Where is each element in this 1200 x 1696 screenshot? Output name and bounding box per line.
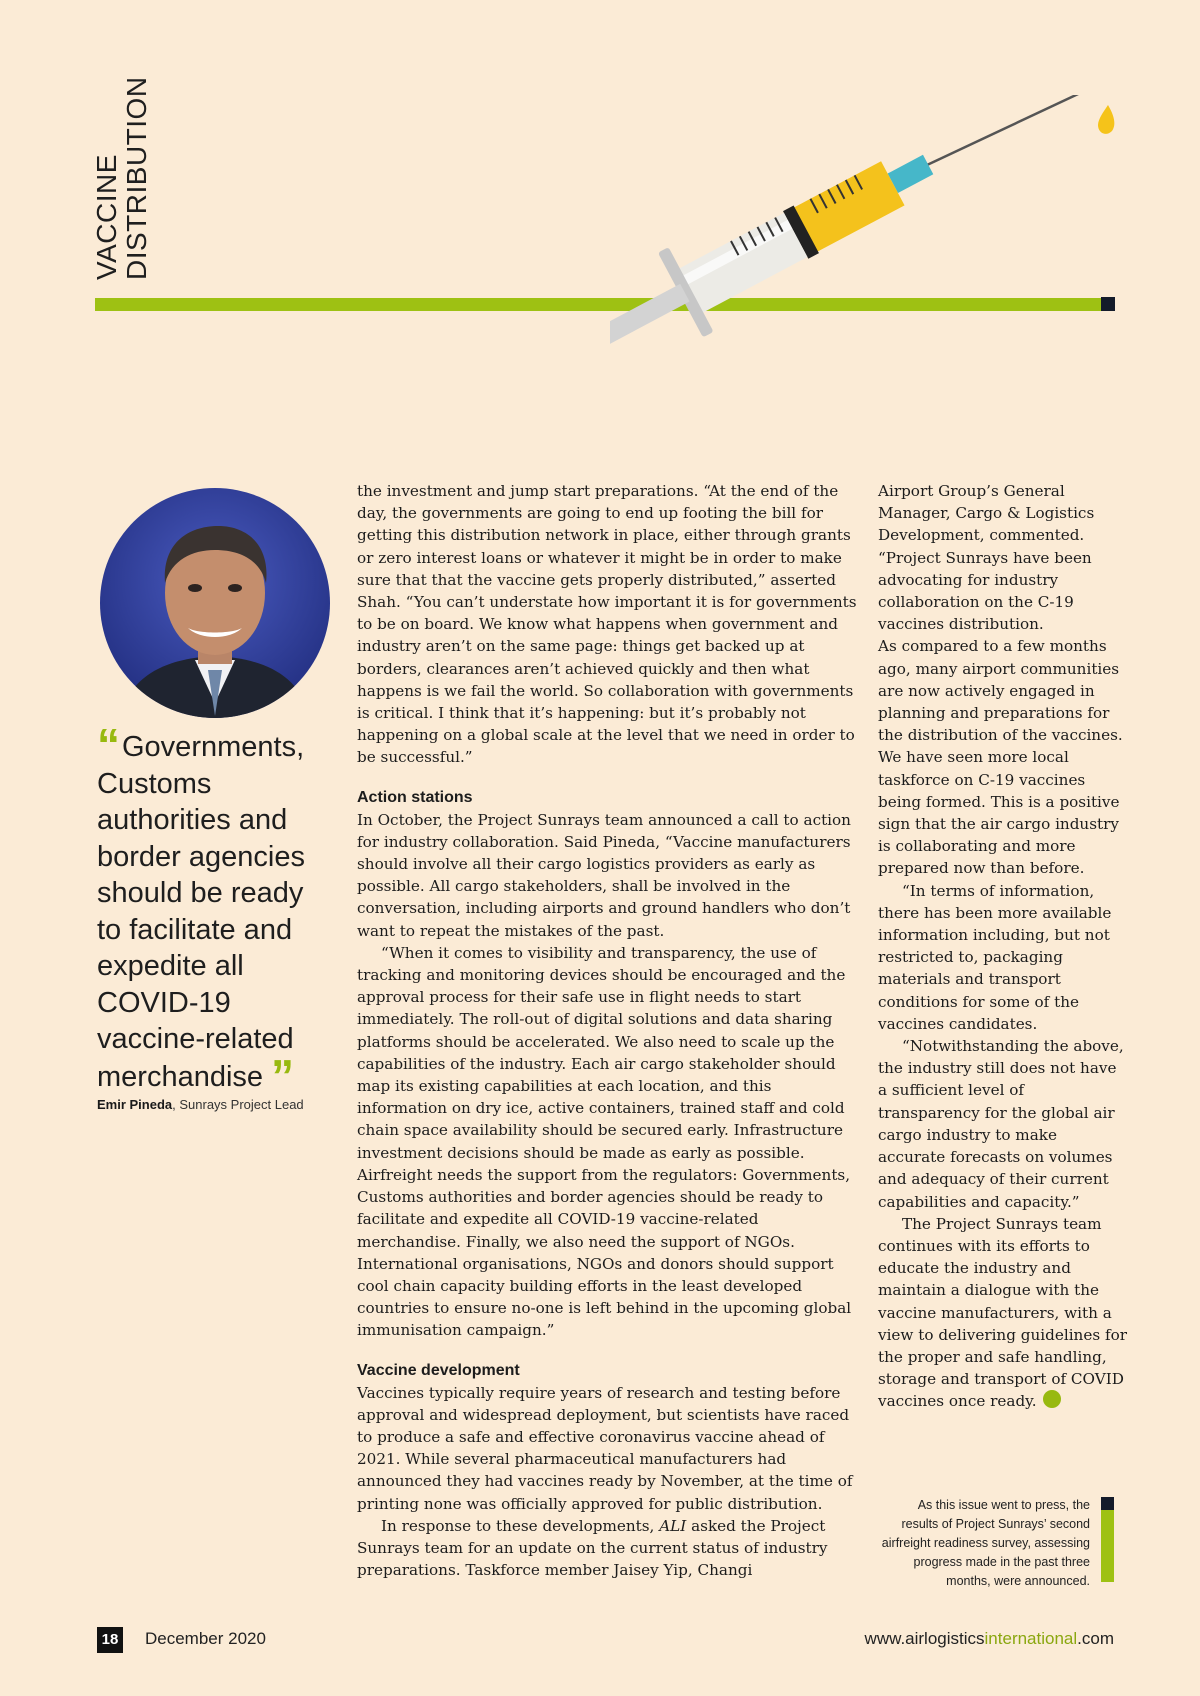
publication-abbrev: ALI xyxy=(659,1516,687,1535)
section-tag: VACCINE DISTRIBUTION xyxy=(91,76,152,280)
paragraph: “Notwithstanding the above, the industry still does not have a sufficient level of transparency for the global air cargo industry to make accurate forecasts on volumes and adequacy of their current capabilities and capacity.” xyxy=(878,1037,1124,1211)
paragraph: As compared to a few months ago, many airport communities are now actively engaged in planning and preparations for the distribution of the vaccines. We have seen more local taskforce on C-19 vaccines being formed. This is a positive sign that the air cargo industry is collaborating and more prepared now than before. xyxy=(878,637,1123,878)
paragraph-text: asked the Project Sunrays team for an update on the current status of industry preparations. Taskforce member Jaisey Yip, Changi xyxy=(357,1516,828,1580)
paragraph xyxy=(357,1515,857,1582)
quote-speaker: Emir Pineda xyxy=(97,1097,173,1112)
press-note: As this issue went to press, the results of Project Sunrays’ second airfreight readiness survey, assessing progress made in the past three months, were announced. xyxy=(881,1498,1090,1588)
paragraph: Vaccines typically require years of research and testing before approval and widespread deployment, but scientists have raced to produce a safe and effective coronavirus vaccine ahead of 2021. While several pharmaceutical manufacturers had announced they had vaccines ready by November, at the time of printing none was officially approved for public distribution. xyxy=(357,1383,853,1513)
website-url xyxy=(865,1629,1114,1649)
author-photo xyxy=(100,488,330,718)
paragraph-text: The Project Sunrays team continues with its efforts to educate the industry and maintain a dialogue with the vaccine manufacturers, with a view to delivering guidelines for the proper and safe handling, storage and transport of COVID vaccines once ready. xyxy=(878,1214,1127,1411)
subheading: Vaccine development xyxy=(357,1361,520,1379)
paragraph-text: In response to these developments, xyxy=(381,1516,660,1535)
article-column-main xyxy=(357,480,857,1581)
paragraph: the investment and jump start preparations. “At the end of the day, the governments are going to end up footing the bill for getting this distribution network in place, either through grants or zero interest loans or whatever it might be in order to make sure that that the vaccine gets properly distributed,” asserted Shah. “You can’t understate how important it is for governments to be on board. We know what happens when government and industry aren’t on the same page: things get backed up at borders, clearances aren’t achieved quickly and then what happens is we fail the world. So collaboration with governments is critical. I think that it’s happening: but it’s probably not happening on a global scale at the level that we need in order to be successful.” xyxy=(357,482,857,767)
pull-quote-text: Governments, Customs authorities and border agencies should be ready to facilitate and expedite all COVID-19 vaccine-related merchandise xyxy=(97,731,305,1093)
quote-speaker-role: , Sunrays Project Lead xyxy=(172,1097,304,1112)
url-prefix: www.airlogistics xyxy=(864,1629,985,1648)
page-number: 18 xyxy=(97,1627,123,1653)
url-light: international xyxy=(984,1629,1078,1648)
issue-date: December 2020 xyxy=(145,1629,266,1648)
article-column-side xyxy=(878,480,1128,1413)
press-note-bar xyxy=(1101,1510,1114,1582)
paragraph: Airport Group’s General Manager, Cargo & Logistics Development, commented. “Project Sunrays have been advocating for industry collaboration on the C-19 vaccines distribution. xyxy=(878,482,1095,634)
syringe-icon xyxy=(610,95,1130,435)
press-note-bar-cap xyxy=(1101,1497,1114,1510)
quote-close-icon: ” xyxy=(271,1049,291,1102)
paragraph xyxy=(878,1213,1128,1413)
paragraph: “When it comes to visibility and transparency, the use of tracking and monitoring devices should be encouraged and the approval process for their safe use in flight needs to start immediately. The roll-out of digital solutions and data sharing platforms should be accelerated. We also need to scale up the capabilities of the industry. Each air cargo stakeholder should map its existing capabilities at each location, and this information on dry ice, active containers, trained staff and cold chain space availability should be secured early. Infrastructure investment decisions should be made as early as possible. Airfreight needs the support from the regulators: Governments, Customs authorities and border agencies should be ready to facilitate and expedite all COVID-19 vaccine-related merchandise. Finally, we also need the support of NGOs. International organisations, NGOs and donors should support cool chain capacity building efforts in the least developed countries to ensure no-one is left behind in the upcoming global immunisation campaign.” xyxy=(357,943,852,1340)
pull-quote xyxy=(97,719,327,1102)
quote-attribution xyxy=(97,1097,347,1112)
url-suffix: .com xyxy=(1077,1629,1114,1648)
subheading: Action stations xyxy=(357,788,473,806)
paragraph: In October, the Project Sunrays team announced a call to action for industry collaboration. Said Pineda, “Vaccine manufacturers should involve all their cargo logistics providers as early as possible. All cargo stakeholders, shall be involved in the conversation, including airports and ground handlers who don’t want to repeat the mistakes of the past. xyxy=(357,810,851,940)
end-of-article-icon xyxy=(1043,1390,1061,1408)
paragraph: “In terms of information, there has been more available information including, but not restricted to, packaging materials and transport conditions for some of the vaccines candidates. xyxy=(878,881,1112,1033)
quote-open-icon: “ xyxy=(97,719,116,771)
